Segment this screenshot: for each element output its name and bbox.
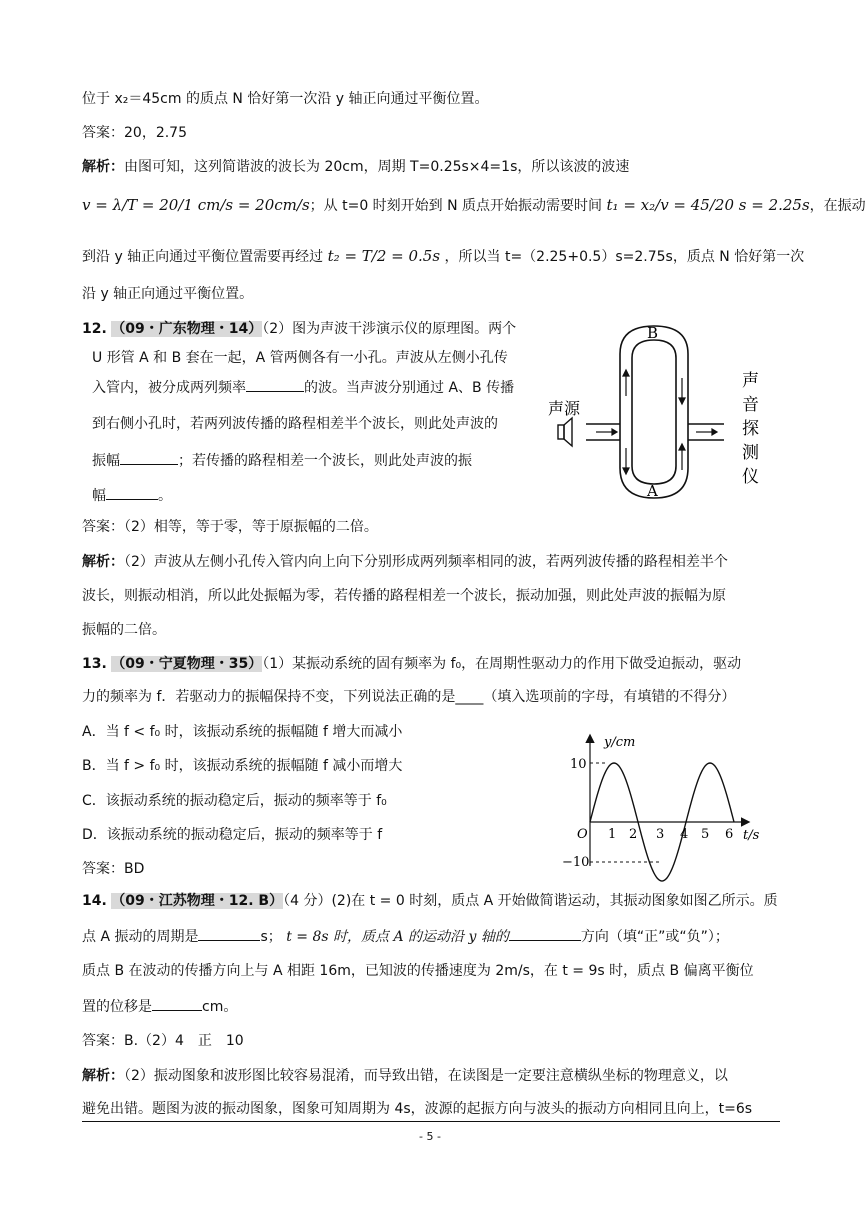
analysis-text: 由图可知，这列简谐波的波长为 20cm，周期 T=0.25s×4=1s，所以该波的波速	[124, 159, 630, 175]
answer-line: 答案：B.（2）4 正 10	[82, 1033, 244, 1049]
analysis-line: 波长，则振动相消，所以此处振幅为零，若传播的路程相差一个波长，振动加强，则此处声波的振幅为原	[82, 588, 726, 604]
text-line: 到右侧小孔时，若两列波传播的路程相差半个波长，则此处声波的	[92, 416, 498, 432]
text-line	[82, 926, 729, 947]
x-tick-label: 6	[725, 827, 734, 842]
text-segment: 的波。当声波分别通过 A、B 传播	[304, 380, 515, 396]
analysis-label: 解析：	[82, 554, 124, 570]
analysis-text: （2）振动图象和波形图比较容易混淆，而导致出错，在读图是一定要注意横纵坐标的物理意义，以	[124, 1068, 728, 1084]
speaker-icon	[558, 418, 572, 446]
option-d: D．该振动系统的振动稳定后，振动的频率等于 f	[82, 827, 383, 843]
question-14-heading	[82, 891, 778, 911]
y-axis-label: y/cm	[604, 735, 636, 750]
question-number: 13.	[82, 656, 107, 672]
text-segment: ；从 t=0 时刻开始到 N 质点开始振动需要时间	[309, 198, 603, 214]
detector-char: 仪	[742, 467, 759, 487]
direction-arrows	[596, 370, 717, 474]
detector-char: 音	[742, 395, 759, 415]
text-segment: 。	[158, 488, 172, 504]
text-segment: 点 A 振动的周期是	[82, 929, 199, 945]
answer-line: 答案：20，2.75	[82, 125, 187, 141]
answer-blank	[152, 996, 202, 1011]
velocity-formula: v = λ/T = 20/1 cm/s = 20cm/s	[82, 196, 310, 214]
sound-source-label: 声源	[548, 399, 581, 418]
y-tick-label: 10	[570, 757, 587, 772]
text-segment: s；	[260, 929, 282, 945]
detector-char: 声	[742, 371, 759, 391]
answer-blank	[120, 450, 178, 465]
analysis-text: （2）声波从左侧小孔传入管内向上向下分别形成两列频率相同的波，若两列波传播的路程相差半个	[124, 554, 728, 570]
text-line	[82, 244, 804, 269]
answer-blank	[246, 377, 304, 392]
vibration-graph	[560, 730, 780, 875]
text-segment: 到沿 y 轴正向通过平衡位置需要再经过	[82, 249, 324, 265]
analysis-label: 解析：	[82, 1068, 124, 1084]
question-number: 12.	[82, 321, 107, 337]
option-b: B．当 f > f₀ 时，该振动系统的振幅随 f 减小而增大	[82, 758, 403, 774]
x-tick-label: 2	[629, 827, 638, 842]
analysis-line	[82, 552, 728, 572]
text-segment: 置的位移是	[82, 999, 152, 1015]
question-number: 14.	[82, 893, 107, 909]
question-text: （1）某振动系统的固有频率为 f₀，在周期性驱动力的作用下做受迫振动，驱动	[262, 656, 742, 672]
x-tick-label: 3	[656, 827, 665, 842]
analysis-line: 避免出错。题图为波的振动图象，图象可知周期为 4s，波源的起振方向与波头的振动方向相同且向上，t=6s	[82, 1101, 753, 1117]
question-text: （2）图为声波干涉演示仪的原理图。两个	[262, 321, 517, 337]
answer-line: 答案：（2）相等，等于零，等于原振幅的二倍。	[82, 519, 378, 535]
analysis-line	[82, 157, 629, 177]
text-segment: ，所以当 t=（2.25+0.5）s=2.75s，质点 N 恰好第一次	[444, 249, 805, 265]
time-formula: t₁ = x₂/v = 45/20 s = 2.25s	[606, 196, 810, 214]
text-line	[82, 996, 237, 1017]
text-line: 沿 y 轴正向通过平衡位置。	[82, 286, 254, 302]
question-source: （09・宁夏物理・35）	[111, 656, 263, 672]
text-line: 质点 B 在波动的传播方向上与 A 相距 16m，已知波的传播速度为 2m/s，在 t = 9s 时，质点 B 偏离平衡位	[82, 963, 754, 979]
question-source: （09・广东物理・14）	[111, 321, 263, 337]
detector-label	[742, 371, 759, 487]
text-line	[92, 450, 472, 471]
question-13-heading	[82, 654, 741, 674]
page-number: - 5 -	[419, 1130, 441, 1143]
option-a: A．当 f < f₀ 时，该振动系统的振幅随 f 增大而减小	[82, 724, 403, 740]
analysis-line: 振幅的二倍。	[82, 622, 166, 638]
answer-line: 答案：BD	[82, 861, 145, 877]
text-line: 力的频率为 f．若驱动力的振幅保持不变，下列说法正确的是____（填入选项前的字母，有填错的不得分）	[82, 689, 736, 705]
x-axis-label: t/s	[743, 828, 760, 843]
answer-blank	[106, 485, 158, 500]
t2-formula: t₂ = T/2 = 0.5s	[327, 247, 441, 265]
text-segment: ；若传播的路程相差一个波长，则此处声波的振	[178, 453, 472, 469]
text-line: U 形管 A 和 B 套在一起，A 管两侧各有一小孔。声波从左侧小孔传	[92, 350, 508, 366]
text-segment: 方向（填“正”或“负”）；	[580, 929, 729, 945]
interference-apparatus-figure	[546, 318, 772, 508]
x-tick-label: 5	[701, 827, 710, 842]
text-line	[92, 377, 514, 398]
tube-b-label: B	[647, 324, 659, 342]
option-c: C．该振动系统的振动稳定后，振动的频率等于 f₀	[82, 793, 387, 809]
analysis-line	[82, 1066, 728, 1086]
footer-rule	[82, 1121, 780, 1122]
text-segment: t = 8s 时，质点 A 的运动沿 y 轴的	[286, 929, 509, 945]
answer-blank	[509, 926, 581, 941]
answer-blank	[198, 926, 260, 941]
question-text: （4 分）(2)在 t = 0 时刻，质点 A 开始做简谐运动，其振动图象如图乙所示。质	[283, 893, 778, 909]
text-segment: ，在振动	[809, 198, 866, 214]
analysis-label: 解析：	[82, 159, 124, 175]
question-12-heading	[82, 319, 516, 339]
formula-line	[82, 190, 866, 221]
x-tick-label: 1	[608, 827, 617, 842]
detector-char: 探	[742, 419, 759, 439]
text-segment: cm。	[202, 999, 238, 1015]
y-tick-label: −10	[562, 855, 590, 870]
text-line	[92, 485, 172, 506]
text-segment: 幅	[92, 488, 106, 504]
text-line: 位于 x₂＝45cm 的质点 N 恰好第一次沿 y 轴正向通过平衡位置。	[82, 91, 489, 107]
text-segment: 振幅	[92, 453, 120, 469]
origin-label: O	[577, 827, 588, 842]
detector-char: 测	[742, 443, 759, 463]
tube-a-label: A	[647, 482, 658, 500]
question-source: （09・江苏物理・12. B）	[111, 893, 284, 909]
text-segment: 入管内，被分成两列频率	[92, 380, 246, 396]
x-tick-label: 4	[680, 827, 689, 842]
